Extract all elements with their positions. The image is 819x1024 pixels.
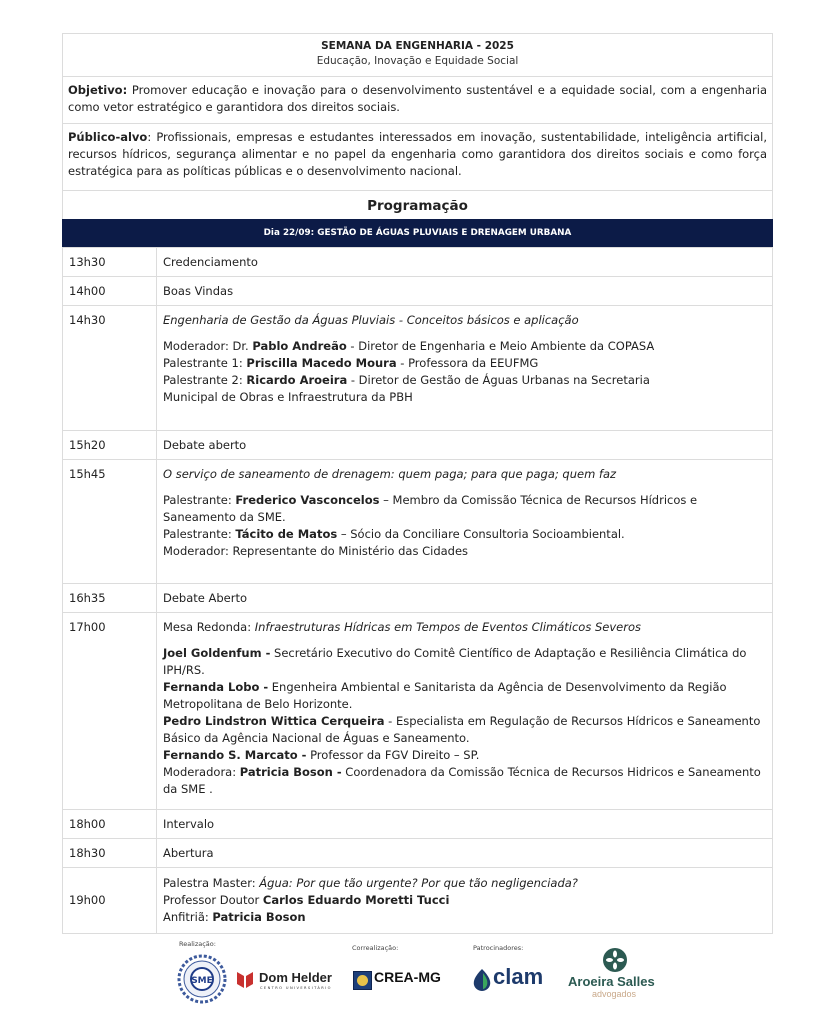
row-content <box>157 460 773 584</box>
audience-section <box>62 123 773 190</box>
speaker-name: Carlos Eduardo Moretti Tucci <box>262 893 450 907</box>
table-row <box>63 584 773 613</box>
schedule-table <box>62 247 773 934</box>
row-time: 15h45 <box>63 460 157 584</box>
speaker-line <box>163 372 766 389</box>
dom-helder-logo <box>237 970 342 992</box>
row-text: Abertura <box>157 839 773 868</box>
speaker-desc: – Sócio da Conciliare Consultoria Socioambiental. <box>337 527 625 541</box>
row-text: Intervalo <box>157 810 773 839</box>
realizacao-label: Realização: <box>179 940 216 948</box>
row-time: 14h00 <box>63 277 157 306</box>
sponsors-footer <box>0 938 819 1024</box>
row-time: 16h35 <box>63 584 157 613</box>
crea-seal-icon <box>353 971 372 990</box>
row-content <box>157 868 773 934</box>
speaker-desc-cont: Municipal de Obras e Infraestrutura da PBH <box>163 390 413 404</box>
role: Professor Doutor <box>163 893 263 907</box>
speaker-line <box>163 338 766 355</box>
correalizacao-label: Correalização: <box>352 944 399 952</box>
program-title: Programação <box>62 190 773 219</box>
speaker-desc: Engenheira Ambiental e Sanitarista da Agência de Desenvolvimento da Região Metropolitana de Belo Horizonte. <box>163 680 727 711</box>
speaker-name: Ricardo Aroeira <box>246 373 348 387</box>
role: Anfitriã: <box>163 910 213 924</box>
role: Moderadora: <box>163 765 240 779</box>
crea-mg-text: CREA-MG <box>374 969 441 985</box>
clam-leaf-icon <box>472 968 492 992</box>
speaker-name: Patricia Boson <box>212 910 306 924</box>
row-time: 18h00 <box>63 810 157 839</box>
speaker-name: Fernanda Lobo - <box>163 680 269 694</box>
role: Palestrante: <box>163 527 236 541</box>
role: Palestrante: <box>163 493 236 507</box>
row-time: 14h30 <box>63 306 157 431</box>
speaker-name: Pablo Andreão <box>252 339 347 353</box>
row-time: 13h30 <box>63 248 157 277</box>
row-text: Boas Vindas <box>157 277 773 306</box>
speaker-name: Fernando S. Marcato - <box>163 748 307 762</box>
row-time: 19h00 <box>63 868 157 934</box>
row-content <box>157 306 773 431</box>
speaker-line <box>163 526 766 543</box>
speaker-line <box>163 679 766 713</box>
session-title: O serviço de saneamento de drenagem: quem paga; para que paga; quem faz <box>163 467 617 481</box>
dom-helder-subtext: CENTRO UNIVERSITÁRIO <box>260 986 332 990</box>
speaker-desc: - Professora da EEUFMG <box>396 356 539 370</box>
row-content <box>157 613 773 810</box>
moderator-line: Moderador: Representante do Ministério das Cidades <box>163 544 469 558</box>
role: Palestrante 1: <box>163 356 247 370</box>
title-box <box>62 33 773 76</box>
session-type: Palestra Master: <box>163 876 260 890</box>
speaker-line <box>163 645 766 679</box>
table-row <box>63 431 773 460</box>
role: Palestrante 2: <box>163 373 247 387</box>
row-time: 17h00 <box>63 613 157 810</box>
crea-mg-logo <box>353 970 453 992</box>
sme-logo-text: SME <box>191 976 213 986</box>
table-row <box>63 839 773 868</box>
role: Moderador: Dr. <box>163 339 253 353</box>
sme-logo <box>177 954 227 1004</box>
speaker-name: Joel Goldenfum - <box>163 646 271 660</box>
speaker-desc: - Especialista em Regulação de Recursos Hídricos e Saneamento Básico da Agência Nacional de Águas e Saneamento. <box>163 714 761 745</box>
aroeira-subtext: advogados <box>592 989 637 999</box>
speaker-desc: - Diretor de Engenharia e Meio Ambiente da COPASA <box>346 339 655 353</box>
row-text: Debate aberto <box>157 431 773 460</box>
day-header: Dia 22/09: GESTÃO DE ÁGUAS PLUVIAIS E DRENAGEM URBANA <box>62 219 773 247</box>
clam-logo <box>472 964 557 994</box>
table-row <box>63 460 773 584</box>
event-title: SEMANA DA ENGENHARIA - 2025 <box>321 40 514 52</box>
objective-label: Objetivo: <box>68 83 128 97</box>
row-text: Debate Aberto <box>157 584 773 613</box>
dom-helder-text: Dom Helder <box>259 970 332 985</box>
speaker-name: Tácito de Matos <box>235 527 338 541</box>
speaker-line <box>163 764 766 798</box>
speaker-name: Pedro Lindstron Wittica Cerqueira <box>163 714 385 728</box>
table-row <box>63 810 773 839</box>
speaker-line <box>163 355 766 372</box>
speaker-name: Patricia Boson - <box>239 765 342 779</box>
table-row <box>63 248 773 277</box>
speaker-desc: Coordenadora da Comissão Técnica de Recursos Hidricos e Saneamento da SME . <box>163 765 761 796</box>
clam-text: clam <box>493 964 544 989</box>
aroeira-emblem-icon <box>603 948 627 972</box>
table-row <box>63 277 773 306</box>
session-title <box>163 619 766 636</box>
session-topic: Infraestruturas Hídricas em Tempos de Eventos Climáticos Severos <box>254 620 641 634</box>
speaker-name: Frederico Vasconcelos <box>235 493 380 507</box>
speaker-line <box>163 747 766 764</box>
objective-text: Promover educação e inovação para o desenvolvimento sustentável e a equidade social, com a engenharia como vetor estratégico e garantidora dos direitos sociais. <box>68 83 767 114</box>
table-row <box>63 306 773 431</box>
aroeira-text: Aroeira Salles <box>568 974 655 989</box>
speaker-name: Priscilla Macedo Moura <box>246 356 397 370</box>
speaker-desc: Professor da FGV Direito – SP. <box>306 748 480 762</box>
aroeira-salles-logo <box>568 948 663 1010</box>
speaker-desc: - Diretor de Gestão de Águas Urbanas na Secretaria <box>347 373 650 387</box>
row-text: Credenciamento <box>157 248 773 277</box>
session-type: Mesa Redonda: <box>163 620 255 634</box>
table-row <box>63 613 773 810</box>
patrocinadores-label: Patrocinadores: <box>473 944 524 952</box>
speaker-line <box>163 492 766 526</box>
objective-section <box>62 76 773 123</box>
dom-helder-icon <box>237 972 253 988</box>
speaker-desc: Secretário Executivo do Comitê Científico de Adaptação e Resiliência Climática do IPH/RS. <box>163 646 747 677</box>
event-subtitle: Educação, Inovação e Equidade Social <box>316 55 519 67</box>
speaker-desc: – Membro da Comissão Técnica de Recursos Hídricos e Saneamento da SME. <box>163 493 698 524</box>
table-row <box>63 868 773 934</box>
audience-text: : Profissionais, empresas e estudantes interessados em inovação, sustentabilidade, inteligência artificial, recursos hídricos, segurança alimentar e no papel da engenharia como garantidora dos direitos sociais e como força estratégica para as políticas públicas e o desenvolvimento nacional. <box>68 130 767 178</box>
program-document <box>62 33 773 934</box>
audience-label: Público-alvo <box>68 130 148 144</box>
session-title: Engenharia de Gestão da Águas Pluviais - Conceitos básicos e aplicação <box>163 313 579 327</box>
row-time: 15h20 <box>63 431 157 460</box>
speaker-line <box>163 713 766 747</box>
row-time: 18h30 <box>63 839 157 868</box>
session-topic: Água: Por que tão urgente? Por que tão negligenciada? <box>259 876 578 890</box>
